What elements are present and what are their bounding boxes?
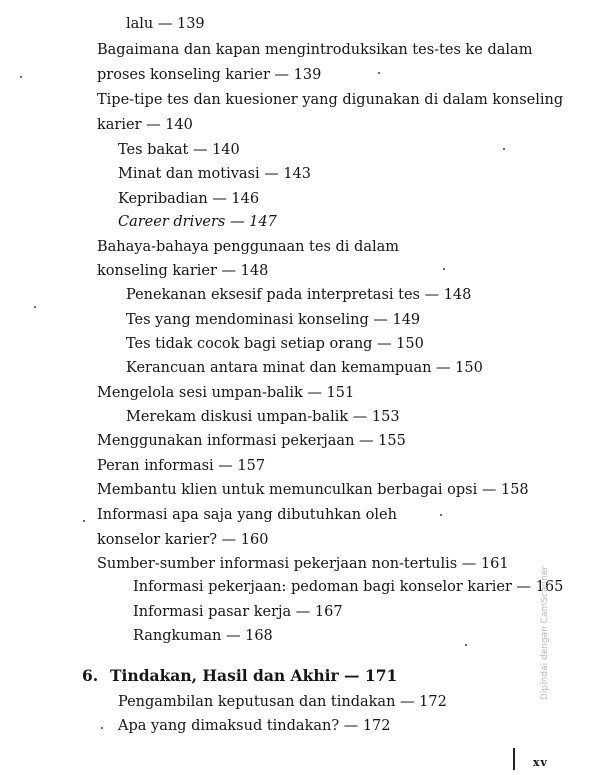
page-number: xv (533, 756, 548, 769)
toc-entry: Peran informasi — 157 (97, 458, 266, 474)
chapter-number: 6. (82, 666, 99, 685)
toc-entry: karier — 140 (97, 117, 193, 133)
margin-rule (513, 748, 515, 770)
scanner-watermark: Dipindai dengan CamScanner (540, 565, 550, 700)
toc-entry: Informasi pekerjaan: pedoman bagi konselor karier — 165 (133, 579, 564, 595)
toc-entry: proses konseling karier — 139 (97, 67, 322, 83)
toc-entry: Tes tidak cocok bagi setiap orang — 150 (126, 336, 424, 352)
scan-speck (440, 514, 442, 516)
toc-entry: Bahaya-bahaya penggunaan tes di dalam (97, 239, 400, 255)
toc-entry: lalu — 139 (126, 16, 205, 32)
scan-speck (34, 306, 36, 308)
toc-entry: Menggunakan informasi pekerjaan — 155 (97, 433, 406, 449)
toc-entry: Pengambilan keputusan dan tindakan — 172 (118, 694, 447, 710)
toc-entry: Informasi apa saja yang dibutuhkan oleh (97, 507, 397, 523)
toc-entry: konseling karier — 148 (97, 263, 269, 279)
scan-speck (465, 644, 467, 646)
toc-entry: Rangkuman — 168 (133, 628, 273, 644)
toc-entry: Tes yang mendominasi konseling — 149 (126, 312, 421, 328)
scan-speck (503, 148, 505, 150)
toc-entry: Career drivers — 147 (118, 214, 277, 230)
scan-speck (83, 520, 85, 522)
scan-speck (20, 76, 22, 78)
toc-entry: Mengelola sesi umpan-balik — 151 (97, 385, 355, 401)
toc-entry: Tes bakat — 140 (118, 142, 240, 158)
scan-speck (101, 727, 103, 729)
toc-entry: Sumber-sumber informasi pekerjaan non-tertulis — 161 (97, 556, 509, 572)
chapter-heading (82, 666, 397, 685)
toc-entry: Bagaimana dan kapan mengintroduksikan tes-tes ke dalam (97, 42, 533, 58)
toc-entry: konselor karier? — 160 (97, 532, 269, 548)
toc-entry: Minat dan motivasi — 143 (118, 166, 312, 182)
toc-entry: Membantu klien untuk memunculkan berbagai opsi — 158 (97, 482, 529, 498)
scan-speck (378, 72, 380, 74)
toc-entry: Kepribadian — 146 (118, 191, 260, 207)
toc-entry: Informasi pasar kerja — 167 (133, 604, 343, 620)
toc-entry: Penekanan eksesif pada interpretasi tes — 148 (126, 287, 472, 303)
toc-entry: Kerancuan antara minat dan kemampuan — 150 (126, 360, 483, 376)
toc-entry: Apa yang dimaksud tindakan? — 172 (118, 718, 391, 734)
toc-entry: Tipe-tipe tes dan kuesioner yang digunakan di dalam konseling (97, 92, 564, 108)
scan-speck (443, 268, 445, 270)
toc-entry: Merekam diskusi umpan-balik — 153 (126, 409, 400, 425)
chapter-title: Tindakan, Hasil dan Akhir — 171 (110, 666, 398, 685)
